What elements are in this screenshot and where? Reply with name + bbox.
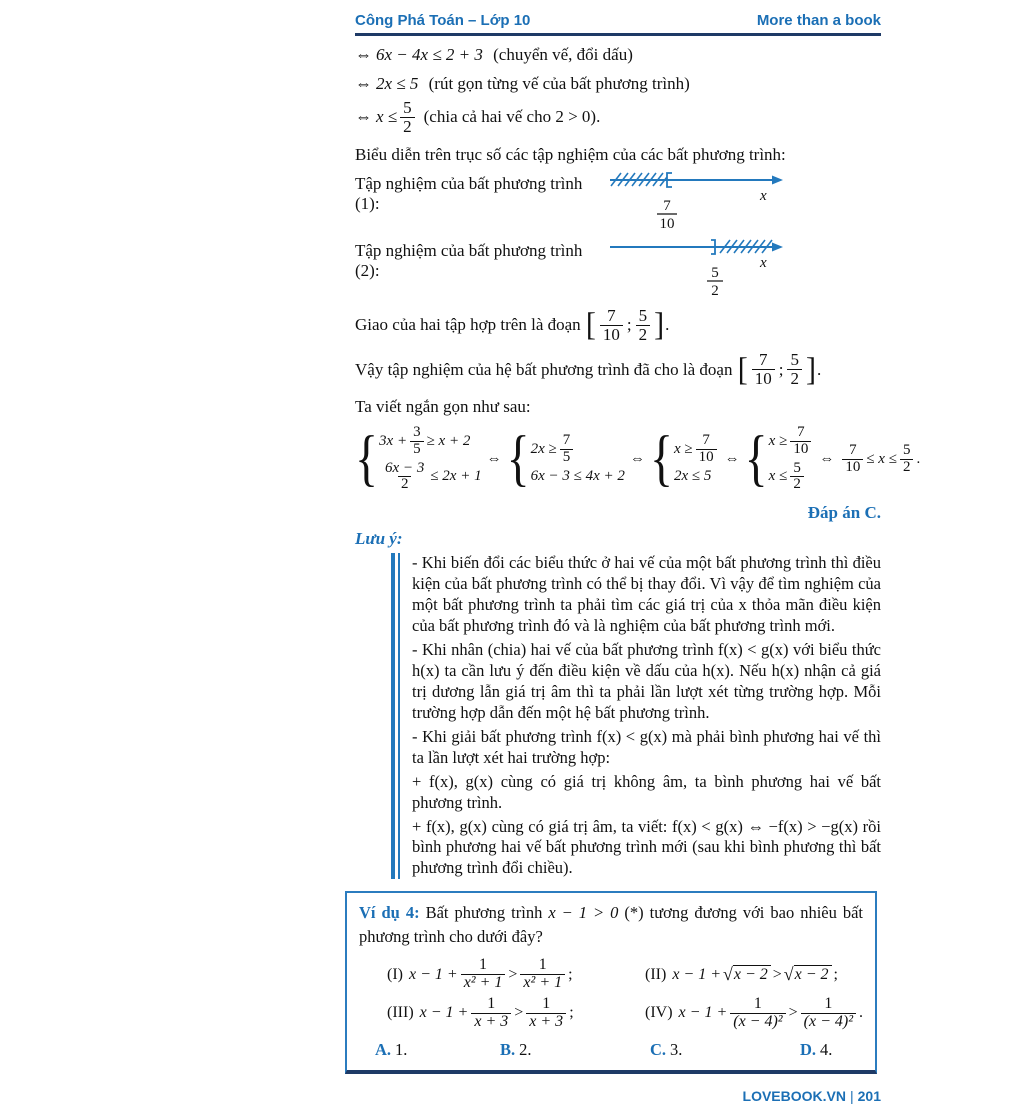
note-paragraph: - Khi biến đổi các biểu thức ở hai vế của một bất phương trình thì điều kiện của bất phương trình có thể bị thay đổi. Vì vậy để tìm nghiệm của một bất phương trình ta phải tìm các giá trị của x thỏa mãn điều kiện của bất phương trình đó và là nghiệm của bất phương trình mới. (412, 553, 881, 635)
fraction-numerator: 5 (902, 441, 911, 458)
footer-separator: | (850, 1088, 854, 1104)
fraction-denominator: 2 (787, 369, 802, 388)
math-expression: ≤ 2x + 1 (430, 468, 482, 485)
fraction-denominator: 2 (398, 476, 412, 493)
axis-intro-text: Biểu diễn trên trục số các tập nghiệm của các bất phương trình: (355, 144, 786, 164)
fraction-numerator: 5 (403, 98, 412, 117)
right-bracket: ] (654, 306, 665, 343)
header-slogan: More than a book (756, 12, 881, 29)
fraction-numerator: 3 (413, 424, 421, 441)
math-expression: 2x ≤ 5 (376, 74, 419, 93)
fraction-denominator: 5 (410, 441, 424, 458)
brace-symbol: { (355, 424, 379, 494)
point-fraction-numerator: 7 (663, 197, 671, 214)
number-line-2 (610, 237, 795, 299)
math-expression: x − 1 + (419, 1004, 469, 1022)
radicand: x − 2 (733, 965, 771, 984)
math-expression: 2x ≥ (530, 440, 557, 457)
left-bracket: [ (585, 306, 596, 343)
system-4 (745, 425, 815, 493)
square-root: √ x − 2 (723, 965, 771, 984)
brace-symbol: { (506, 424, 530, 494)
brace-symbol: { (744, 424, 768, 494)
comparison: > (788, 1004, 798, 1022)
step-note: (chia cả hai vế cho 2 > 0). (423, 107, 601, 127)
period: . (816, 359, 822, 379)
fraction-denominator: x + 3 (471, 1013, 511, 1031)
fraction-numerator: 7 (849, 441, 857, 458)
iff-symbol: ⇔ (355, 107, 372, 127)
fraction-denominator: 10 (600, 325, 623, 344)
math-expression: 6x − 3 ≤ 4x + 2 (530, 468, 625, 485)
math-expression: x ≤ (376, 107, 398, 127)
point-fraction-denominator: 10 (659, 215, 675, 232)
separator: ; (833, 965, 838, 983)
fraction-denominator: 10 (790, 441, 811, 458)
answer-choice-C (650, 1040, 800, 1060)
footer-page-number: 201 (857, 1088, 881, 1104)
period: . (916, 450, 921, 467)
math-expression: ≤ x ≤ (866, 450, 897, 467)
choice-value: 1. (395, 1040, 408, 1060)
answer-choice-A (375, 1040, 500, 1060)
iff-symbol: ⇔ (486, 450, 502, 467)
solution-set-label-1: Tập nghiệm của bất phương trình (1): (355, 173, 583, 213)
example-4-statement (359, 901, 863, 949)
math-expression: x − 1 + (408, 965, 458, 983)
fraction (636, 307, 651, 344)
separator: ; (778, 359, 784, 379)
fraction-denominator: (x − 4)² (801, 1013, 856, 1031)
fraction-denominator: 2 (900, 459, 914, 476)
choice-letter: C. (650, 1040, 667, 1060)
choice-value: 4. (820, 1040, 833, 1060)
fraction-denominator: x² + 1 (461, 974, 506, 992)
iff-symbol: ⇔ (724, 450, 740, 467)
choice-letter: D. (800, 1040, 817, 1060)
choice-value: 2. (519, 1040, 532, 1060)
left-bracket: [ (737, 351, 748, 388)
fraction-numerator: 1 (479, 956, 488, 974)
short-form-intro: Ta viết ngắn gọn như sau: (355, 397, 531, 417)
intersection-statement (355, 307, 881, 344)
fraction-denominator: x + 3 (526, 1013, 566, 1031)
fraction (400, 99, 415, 136)
note-paragraph: - Khi nhân (chia) hai vế của bất phương trình f(x) < g(x) với biểu thức h(x) ta cần lưu ý đến điều kiện về dấu của h(x). Nếu h(x) nhận cả giá trị dương lẫn giá trị âm thì ta phải lần lượt xét từng trường hợp. Mỗi trường hợp dẫn đến một hệ bất phương trình. (412, 639, 881, 722)
derivation-line-2 (355, 74, 881, 94)
option-tag: (III) (387, 1004, 414, 1022)
fraction-numerator: 7 (797, 424, 805, 441)
fraction-denominator: x² + 1 (520, 974, 565, 992)
math-expression: x ≥ (768, 432, 788, 449)
choice-value: 3. (670, 1040, 683, 1060)
answer-choice-B (500, 1040, 650, 1060)
statement-text: Vậy tập nghiệm của hệ bất phương trình đã cho là đoạn (355, 359, 733, 379)
page-footer (355, 1088, 881, 1104)
separator: ; (568, 965, 573, 983)
choice-letter: B. (500, 1040, 516, 1060)
fraction-numerator: 1 (538, 956, 547, 974)
math-expression: 6x − 4x ≤ 2 + 3 (376, 45, 483, 64)
fraction-denominator: 5 (560, 449, 574, 466)
fraction-numerator: 7 (562, 431, 571, 448)
solution-set-label-2: Tập nghiệm của bất phương trình (2): (355, 240, 583, 280)
conclusion-statement (355, 351, 881, 388)
answer-choice-D (800, 1040, 863, 1060)
choice-letter: A. (375, 1040, 392, 1060)
fraction-denominator: 10 (842, 459, 863, 476)
example-options (359, 957, 863, 1030)
math-expression: x ≤ (768, 468, 788, 485)
statement-text: Bất phương trình (425, 903, 543, 923)
example-4-label: Ví dụ 4: (359, 903, 420, 923)
right-bracket: ] (805, 351, 816, 388)
step-note: (chuyển vế, đổi dấu) (493, 45, 633, 64)
fraction-denominator: 2 (400, 117, 415, 136)
statement-text: Giao của hai tập hợp trên là đoạn (355, 315, 581, 335)
iff-symbol: ⇔ (355, 45, 372, 64)
fraction-denominator: 2 (790, 476, 804, 493)
option-III (387, 996, 645, 1031)
final-inequality (839, 443, 920, 476)
math-expression: x − 1 + (672, 965, 722, 983)
derivation-line-1 (355, 45, 881, 65)
note-paragraph: - Khi giải bất phương trình f(x) < g(x) mà phải bình phương hai vế thì ta lần lượt xét hai trường hợp: (412, 726, 881, 767)
system-chain (355, 424, 921, 494)
system-3 (649, 424, 720, 494)
period: . (665, 315, 670, 335)
comparison: > (514, 1004, 524, 1022)
answer-label: Đáp án C. (807, 503, 881, 523)
answer-choices (359, 1040, 863, 1060)
system-1 (355, 425, 482, 493)
fraction-denominator: 2 (636, 325, 651, 344)
book-page (355, 12, 921, 1104)
math-expression: 3x + (379, 432, 408, 449)
square-root: √ x − 2 (784, 965, 832, 984)
arrow-head (772, 175, 783, 184)
note-paragraph: + f(x), g(x) cùng có giá trị âm, ta viết: f(x) < g(x) ⇔ −f(x) > −g(x) rồi bình phương hai vế bất phương trình mới (sau khi bình phương thì bất phương trình đổi chiều). (412, 816, 881, 878)
option-II (645, 957, 863, 992)
fraction-numerator: 5 (793, 459, 801, 476)
radicand: x − 2 (794, 965, 832, 984)
math-expression: 2x ≤ 5 (673, 468, 712, 485)
period: . (859, 1004, 863, 1022)
note-title: Lưu ý: (355, 529, 403, 549)
fraction-numerator: 5 (638, 305, 648, 325)
footer-brand: LOVEBOOK.VN (742, 1088, 846, 1104)
point-fraction-denominator: 2 (711, 282, 719, 299)
fraction (752, 351, 775, 388)
comparison: > (772, 965, 782, 983)
iff-symbol: ⇔ (355, 74, 372, 93)
separator: ; (626, 315, 632, 335)
fraction-denominator: (x − 4)² (730, 1013, 785, 1031)
axis-label: x (760, 187, 767, 204)
fraction-numerator: 7 (702, 431, 710, 448)
fraction-numerator: 7 (758, 350, 768, 370)
fraction-numerator: 1 (542, 994, 551, 1012)
iff-symbol: ⇔ (629, 450, 645, 467)
fraction-numerator: 1 (824, 994, 833, 1012)
math-expression: ≥ x + 2 (426, 432, 471, 449)
option-tag: (II) (645, 965, 667, 983)
math-expression: x ≥ (673, 440, 693, 457)
solution-set-row-2 (355, 237, 881, 299)
arrow-head (772, 242, 783, 251)
fraction-numerator: 7 (607, 305, 616, 325)
fraction-numerator: 5 (790, 350, 799, 370)
fraction-numerator: 1 (487, 994, 496, 1012)
option-tag: (IV) (645, 1004, 673, 1022)
note-paragraph: + f(x), g(x) cùng có giá trị không âm, ta bình phương hai vế bất phương trình. (412, 771, 881, 812)
axis-label: x (760, 254, 767, 271)
derivation-line-3 (355, 99, 881, 136)
separator: ; (569, 1004, 574, 1022)
fraction-numerator: 6x − 3 (385, 459, 425, 476)
fraction (600, 307, 623, 344)
comparison: > (508, 965, 518, 983)
point-fraction-numerator: 5 (711, 264, 719, 281)
header-series-title: Công Phá Toán – Lớp 10 (355, 12, 531, 29)
fraction-denominator: 10 (696, 449, 717, 466)
note-block (391, 553, 881, 879)
statement-text: (*) tương đương với bao nhiêu bất phương trình cho dưới đây? (359, 903, 864, 947)
fraction-denominator: 10 (752, 369, 775, 388)
option-I (387, 957, 645, 992)
math-expression: x − 1 + (678, 1004, 728, 1022)
math-expression: x − 1 > 0 (548, 903, 619, 923)
option-tag: (I) (387, 965, 403, 983)
step-note: (rút gọn từng vế của bất phương trình) (428, 74, 690, 93)
fraction (787, 351, 802, 388)
system-2 (506, 424, 625, 494)
solution-set-row-1 (355, 170, 881, 232)
iff-symbol: ⇔ (819, 450, 835, 467)
page-header (355, 12, 881, 36)
number-line-1 (610, 170, 795, 232)
fraction-numerator: 1 (753, 994, 762, 1012)
example-4-box (345, 891, 877, 1074)
brace-symbol: { (649, 424, 673, 494)
option-IV (645, 996, 863, 1031)
